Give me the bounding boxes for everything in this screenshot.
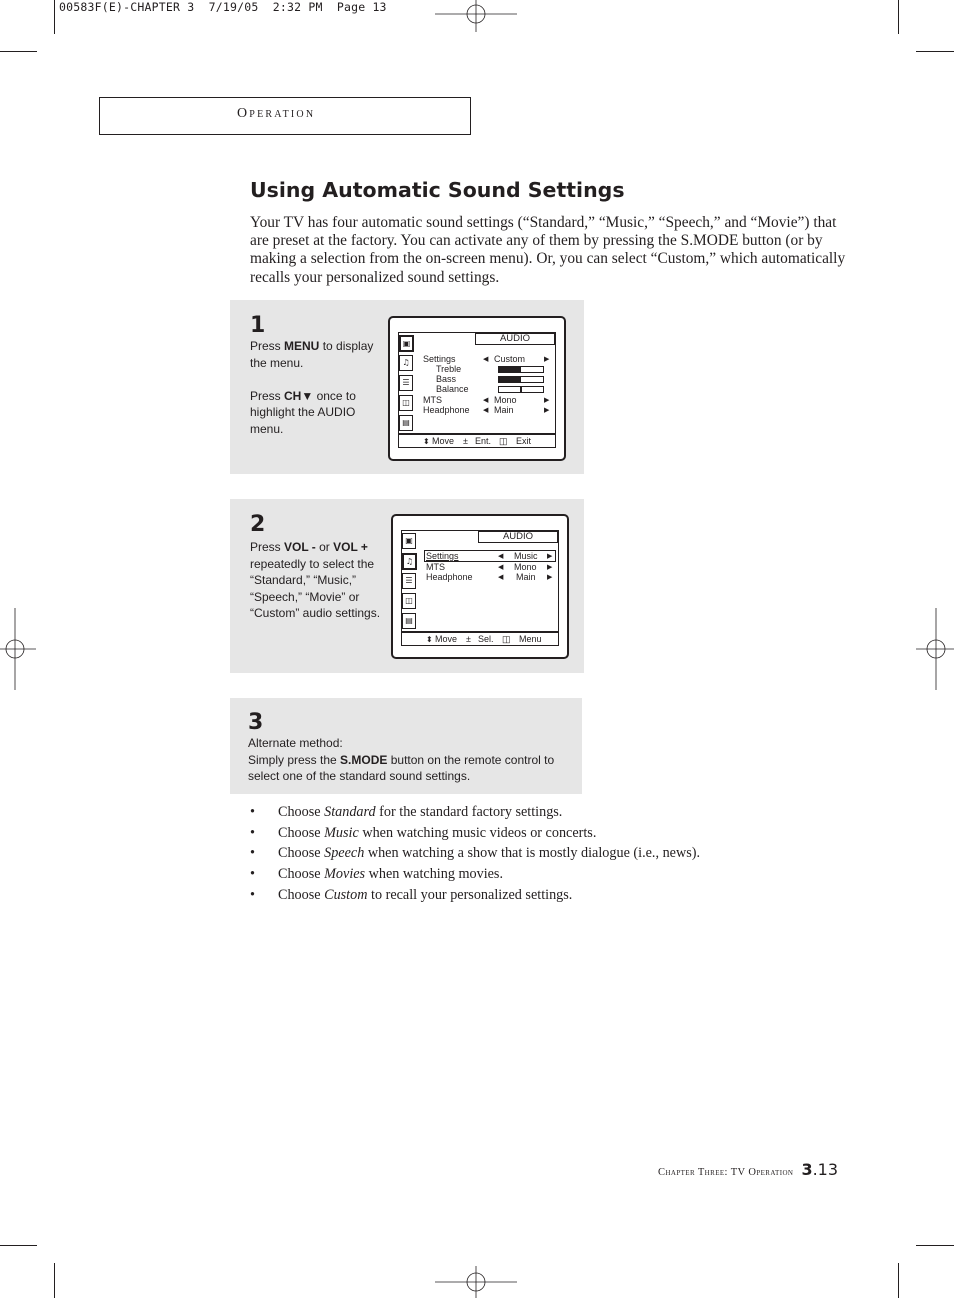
step-line: Press CH▼ once to [250, 388, 356, 403]
plus-minus-icon: ± [463, 436, 468, 446]
tv-screen [388, 316, 566, 461]
balance-level-bar [498, 386, 544, 393]
osd-row-value: Mono [514, 562, 537, 572]
left-arrow-icon: ◀ [483, 355, 489, 363]
osd-row-label: Bass [436, 374, 457, 384]
right-arrow-icon: ▶ [544, 396, 550, 404]
sound-icon: ♫ [402, 553, 417, 570]
bullet-icon: • [250, 887, 255, 903]
right-arrow-icon: ▶ [544, 355, 550, 363]
step-instructions [250, 338, 390, 437]
osd-row-value: Mono [494, 395, 517, 405]
printer-slug: 00583F(E)-CHAPTER 3 7/19/05 2:32 PM Page 13 [59, 0, 387, 14]
bullet-icon: • [250, 866, 255, 882]
left-arrow-icon: ◀ [498, 573, 504, 581]
osd-row-value: Music [514, 551, 538, 561]
osd-row-value: Main [494, 405, 514, 415]
registration-mark-top [435, 0, 517, 32]
step-line: the menu. [250, 355, 304, 370]
footer-exit: Exit [516, 436, 532, 446]
osd-row-label: Headphone [426, 572, 473, 582]
treble-level-bar [498, 366, 544, 373]
registration-mark-left [0, 608, 36, 690]
sound-icon: ♫ [399, 355, 413, 371]
osd-row-label: Treble [436, 364, 462, 374]
step-line: “Speech,” “Movie” or [250, 589, 360, 604]
step-instructions [248, 735, 578, 785]
step-line: highlight the AUDIO [250, 405, 356, 419]
right-arrow-icon: ▶ [547, 573, 553, 581]
menu-icon: ◫ [502, 634, 511, 644]
osd-row-label: Settings [426, 551, 459, 561]
page-title: Using Automatic Sound Settings [250, 178, 625, 202]
section-label: Operation [237, 106, 316, 121]
left-arrow-icon: ◀ [498, 552, 504, 560]
setup-icon: ◫ [399, 395, 413, 411]
osd-row-value: Custom [494, 354, 526, 364]
step-line [250, 371, 390, 388]
picture-icon: ▣ [399, 335, 414, 352]
footer-enter: Ent. [475, 436, 492, 446]
registration-mark-right [916, 608, 954, 690]
osd-row-label: Balance [436, 384, 469, 394]
right-arrow-icon: ▶ [544, 406, 550, 414]
input-icon: ▤ [402, 613, 416, 629]
osd-row-value: Main [516, 572, 536, 582]
osd-menu [401, 530, 559, 632]
section-tab [99, 97, 471, 135]
step-1-panel [230, 300, 584, 474]
up-down-icon: ⬍ [423, 437, 430, 446]
osd-title: AUDIO [475, 333, 555, 345]
setup-icon: ◫ [402, 593, 416, 609]
footer-move: Move [435, 634, 458, 644]
step-instructions [250, 539, 390, 622]
step-line: select one of the standard sound settings. [248, 769, 471, 783]
chapter-label: Chapter Three: TV Operation [658, 1167, 794, 1178]
plus-minus-icon: ± [466, 634, 471, 644]
tv-screen [391, 514, 569, 659]
right-arrow-icon: ▶ [547, 552, 553, 560]
bullet-icon: • [250, 825, 255, 841]
step-line: Alternate method: [248, 736, 343, 750]
left-arrow-icon: ◀ [498, 563, 504, 571]
picture-icon: ▣ [402, 533, 416, 549]
step-line: Press MENU to display [250, 339, 374, 353]
bullet-icon: • [250, 845, 255, 861]
left-arrow-icon: ◀ [483, 396, 489, 404]
registration-mark-bottom [435, 1266, 517, 1298]
bass-level-bar [498, 376, 544, 383]
osd-menu [398, 332, 556, 434]
input-icon: ▤ [399, 415, 413, 431]
step-line: Press VOL - or VOL + [250, 540, 368, 554]
step-line: repeatedly to select the [250, 556, 375, 571]
bullet-icon: • [250, 804, 255, 820]
channel-icon: ☰ [399, 375, 413, 391]
step-3-panel [230, 698, 582, 794]
right-arrow-icon: ▶ [547, 563, 553, 571]
step-number: 1 [250, 313, 266, 338]
footer-menu: Menu [519, 634, 542, 644]
step-line: “Standard,” “Music,” [250, 573, 357, 587]
osd-row-label: MTS [423, 395, 442, 405]
osd-footer [398, 434, 556, 448]
osd-row-label: Settings [423, 354, 456, 364]
bass-level-fill [499, 377, 521, 382]
step-2-panel [230, 499, 584, 673]
osd-row-label: Headphone [423, 405, 470, 415]
left-arrow-icon: ◀ [483, 406, 489, 414]
intro-paragraph: Your TV has four automatic sound settings (“Standard,” “Music,” “Speech,” and “Movie”) that are preset at the factory. You can activate any of them by pressing the S.MODE button (or by making a selection from the on-screen menu). Or, you can select “Custom,” which automatically recalls your personalized sound settings. [250, 214, 846, 286]
step-number: 3 [248, 710, 264, 735]
step-line: menu. [250, 421, 284, 436]
treble-level-fill [499, 367, 521, 372]
step-line: Simply press the S.MODE button on the remote control to [248, 752, 555, 767]
osd-row-label: MTS [426, 562, 445, 572]
up-down-icon: ⬍ [426, 635, 433, 644]
step-number: 2 [250, 512, 266, 537]
balance-level-marker [520, 386, 522, 393]
page-number: 3.13 [801, 1160, 839, 1179]
page-footer [658, 1160, 838, 1179]
step-line: “Custom” audio settings. [250, 606, 381, 620]
footer-select: Sel. [478, 634, 494, 644]
menu-icon: ◫ [499, 436, 508, 446]
footer-move: Move [432, 436, 455, 446]
channel-icon: ☰ [402, 573, 416, 589]
osd-title: AUDIO [478, 531, 558, 543]
osd-footer [401, 632, 559, 646]
